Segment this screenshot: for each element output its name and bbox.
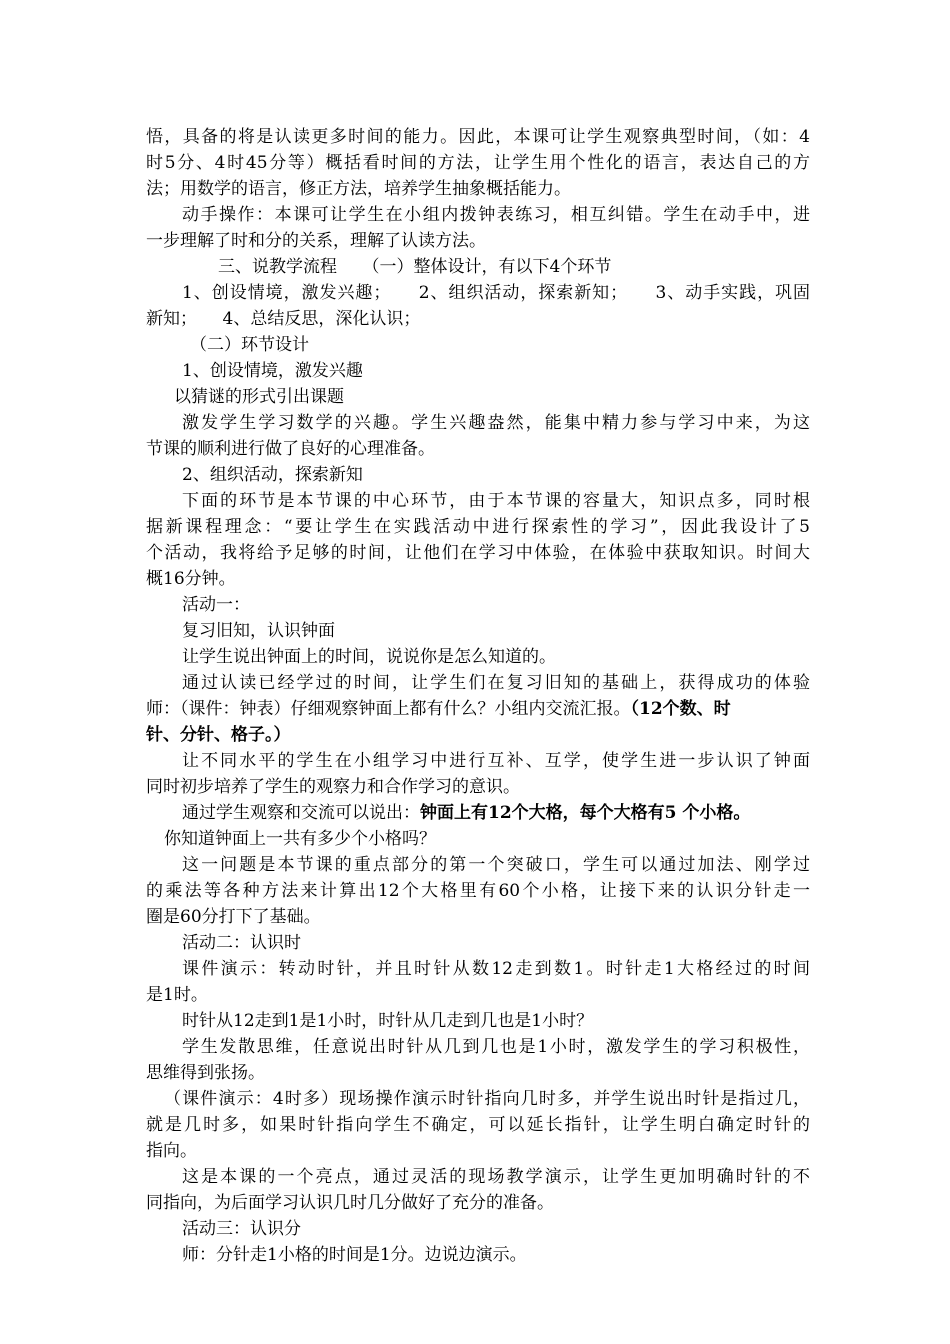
text-line: 下面的环节是本节课的中心环节，由于本节课的容量大，知识点多，同时根 — [182, 491, 810, 511]
text-line: 师：分针走1小格的时间是1分。边说边演示。 — [182, 1245, 527, 1265]
bold-text: （12个数、时 — [630, 699, 731, 719]
text-line: 以猜谜的形式引出课题 — [174, 387, 344, 407]
bold-text: 针、分针、格子。） — [146, 725, 291, 745]
bold-text: 钟面上有12个大格，每个大格有5 个小格。 — [420, 803, 751, 823]
text-line: 2、组织活动，探索新知 — [182, 465, 363, 485]
text-line: 学生发散思维，任意说出时针从几到几也是1小时，激发学生的学习积极性， — [182, 1037, 810, 1057]
text-line: 1、创设情境，激发兴趣 — [182, 361, 363, 381]
text-line: 这是本课的一个亮点，通过灵活的现场教学演示，让学生更加明确时针的不 — [182, 1167, 810, 1187]
text-line: 节课的顺利进行做了良好的心理准备。 — [146, 439, 435, 459]
text-line: 激发学生学习数学的兴趣。学生兴趣盎然，能集中精力参与学习中来，为这 — [182, 413, 810, 433]
text-line: 思维得到张扬。 — [146, 1063, 265, 1083]
text-line: 一步理解了时和分的关系，理解了认读方法。 — [146, 231, 486, 251]
text-line — [182, 800, 810, 826]
text-line: 概16分钟。 — [146, 569, 236, 589]
text-line: 让学生说出钟面上的时间，说说你是怎么知道的。 — [182, 647, 556, 667]
text-line: 的乘法等各种方法来计算出12个大格里有60个小格，让接下来的认识分针走一 — [146, 881, 810, 901]
text-line: 指向。 — [146, 1141, 197, 1161]
text-line: 个活动，我将给予足够的时间，让他们在学习中体验，在体验中获取知识。时间大 — [146, 543, 810, 563]
text-line: 让不同水平的学生在小组学习中进行互补、互学，使学生进一步认识了钟面 — [182, 751, 810, 771]
text-line: 同指向，为后面学习认识几时几分做好了充分的准备。 — [146, 1193, 554, 1213]
text-line: 圈是60分打下了基础。 — [146, 907, 321, 927]
text-line: 据新课程理念：“要让学生在实践活动中进行探索性的学习”，因此我设计了5 — [146, 517, 810, 537]
text-line: 课件演示：转动时针，并且时针从数12走到数1。时针走1大格经过的时间 — [182, 959, 810, 979]
text-line: 动手操作：本课可让学生在小组内拨钟表练习，相互纠错。学生在动手中，进 — [182, 205, 810, 225]
text-line: 时针从12走到1是1小时，时针从几走到几也是1小时？ — [182, 1011, 594, 1031]
text-line: 你知道钟面上一共有多少个小格吗？ — [164, 829, 436, 849]
text-line: （课件演示：4时多）现场操作演示时针指向几时多，并学生说出时针是指过几， — [164, 1089, 810, 1109]
section-heading: 三、说教学流程 （一）整体设计，有以下4个环节 — [218, 257, 612, 277]
text-line: 就是几时多，如果时针指向学生不确定，可以延长指针，让学生明白确定时针的 — [146, 1115, 810, 1135]
text-line: 复习旧知，认识钟面 — [182, 621, 335, 641]
text-line: 活动三：认识分 — [182, 1219, 301, 1239]
text-line: 这一问题是本节课的重点部分的第一个突破口，学生可以通过加法、刚学过 — [182, 855, 810, 875]
text-line: 通过认读已经学过的时间，让学生们在复习旧知的基础上，获得成功的体验 — [182, 673, 810, 693]
text-span: 师：（课件：钟表）仔细观察钟面上都有什么？小组内交流汇报。 — [146, 699, 631, 719]
text-line — [146, 696, 810, 722]
text-line: 活动一： — [182, 595, 250, 615]
text-span: 通过学生观察和交流可以说出： — [182, 803, 420, 823]
text-line: 同时初步培养了学生的观察力和合作学习的意识。 — [146, 777, 520, 797]
text-line: 新知； 4、总结反思，深化认识； — [146, 309, 421, 329]
text-line: 是1时。 — [146, 985, 208, 1005]
text-line: 1、创设情境，激发兴趣； 2、组织活动，探索新知； 3、动手实践，巩固 — [182, 283, 810, 303]
text-line: 法；用数学的语言，修正方法，培养学生抽象概括能力。 — [146, 179, 571, 199]
text-line — [146, 722, 810, 748]
section-heading: （二）环节设计 — [190, 335, 309, 355]
text-line: 时5分、4时45分等）概括看时间的方法，让学生用个性化的语言，表达自己的方 — [146, 153, 810, 173]
text-line: 悟，具备的将是认读更多时间的能力。因此，本课可让学生观察典型时间，（如：4 — [146, 127, 810, 147]
text-line: 活动二：认识时 — [182, 933, 301, 953]
